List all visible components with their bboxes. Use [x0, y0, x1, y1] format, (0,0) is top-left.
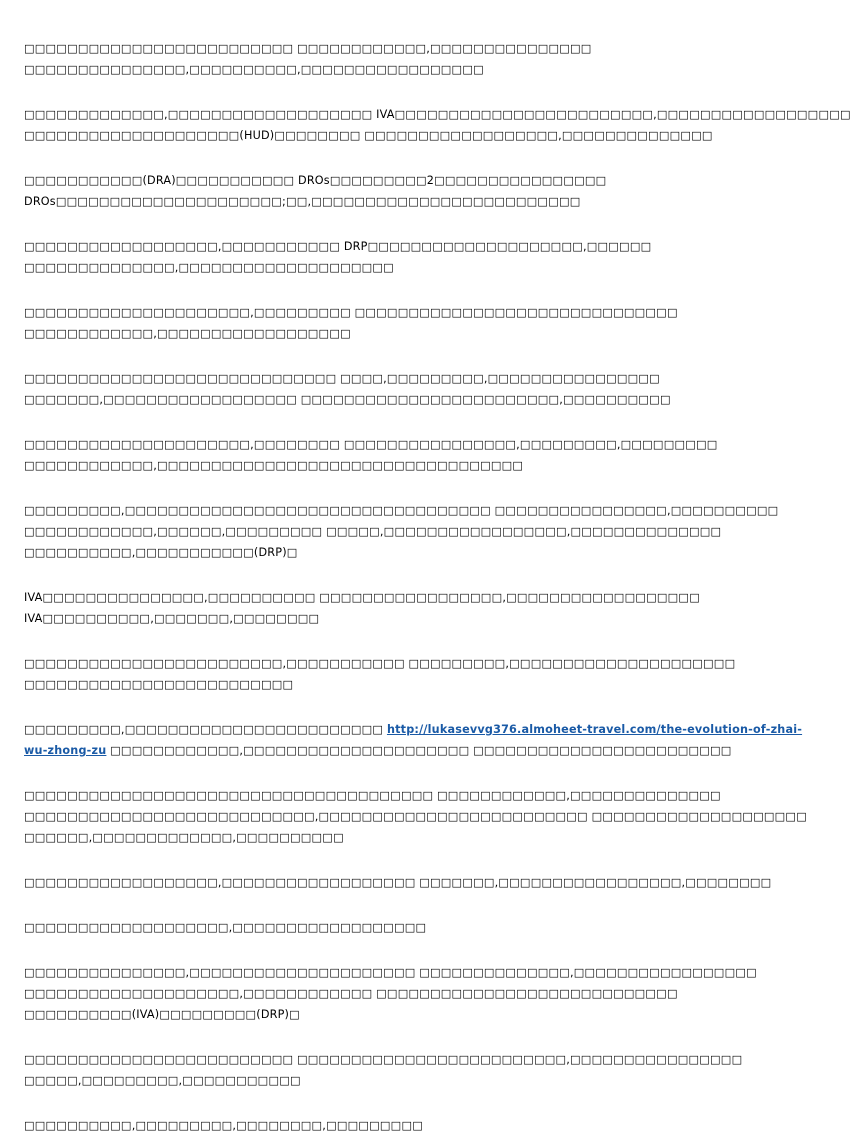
paragraph-16: [24, 1049, 743, 1091]
paragraph-3: [24, 170, 696, 212]
paragraph-9: [24, 587, 700, 629]
text-line: □□□□□□□□□□□□□□□□□□□□□,□□□□□□□□ □□□□□□□□□□□□□□□□,□□□□□□□□□,□□□□□□□□□: [24, 438, 718, 451]
text-line: □□□□□□□□□□□□□□□,□□□□□□□□□□,□□□□□□□□□□□□□□□□□: [24, 63, 484, 76]
text-line: □□□□□□□□□□□□,□□□□□□□□□□□□□□□□□□□□□□□□□□□□□□□□□□: [24, 459, 524, 472]
paragraph-12: [24, 785, 807, 848]
text-line: □□□□□□□□□□□□□□□□□□□□□□□□,□□□□□□□□□□□ □□□□□□□□□,□□□□□□□□□□□□□□□□□□□□□: [24, 657, 736, 670]
link-suffix-text: □□□□□□□□□□□□,□□□□□□□□□□□□□□□□□□□□□ □□□□□□□□□□□□□□□□□□□□□□□□: [106, 744, 732, 757]
text-line: □□□□□□□□□□□□□□,□□□□□□□□□□□□□□□□□□□□: [24, 261, 394, 274]
text-line: □□□□□□□□□□□□□□□□□□□□□,□□□□□□□□□ □□□□□□□□□□□□□□□□□□□□□□□□□□□□□□: [24, 306, 678, 319]
paragraph-8: [24, 500, 779, 563]
text-line: □□□□□□□□□□□□□□□□□□□□,□□□□□□□□□□□□ □□□□□□□□□□□□□□□□□□□□□□□□□□□□: [24, 987, 678, 1000]
paragraph-2: [24, 104, 851, 146]
text-line: □□□□□□□□□□□□□□□□□□□□(HUD)□□□□□□□□ □□□□□□□□□□□□□□□□□□,□□□□□□□□□□□□□□: [24, 129, 713, 142]
text-line: [24, 740, 732, 761]
paragraph-5: [24, 302, 696, 344]
paragraph-10: [24, 653, 736, 695]
paragraph-17: [24, 1115, 696, 1136]
text-line: [24, 719, 803, 740]
article-link-continued[interactable]: wu-zhong-zu: [24, 744, 107, 757]
paragraph-4: [24, 236, 696, 278]
text-line: □□□□□□□□□□□□□□□□□□□□□□□□□□□□□□□□□□□□□□ □□□□□□□□□□□□,□□□□□□□□□□□□□□: [24, 789, 721, 802]
text-line: □□□□□□□□□□□□□□□□□□,□□□□□□□□□□□□□□□□□□ □□□□□□□,□□□□□□□□□□□□□□□□□,□□□□□□□□: [24, 876, 772, 889]
text-line: □□□□□□□□□□□□,□□□□□□,□□□□□□□□□ □□□□□,□□□□□□□□□□□□□□□□□,□□□□□□□□□□□□□□: [24, 525, 722, 538]
paragraph-1: [24, 38, 696, 80]
text-line: □□□□□□□□□□(IVA)□□□□□□□□□(DRP)□: [24, 1008, 300, 1021]
text-line: IVA□□□□□□□□□□,□□□□□□□,□□□□□□□□: [24, 612, 320, 625]
text-line: □□□□□□□□□□□□□□□□□□□□□□□□□□□,□□□□□□□□□□□□□□□□□□□□□□□□□ □□□□□□□□□□□□□□□□□□□□: [24, 810, 807, 823]
paragraph-14: [24, 917, 696, 938]
text-line: □□□□□□□□□□,□□□□□□□□□,□□□□□□□□,□□□□□□□□□: [24, 1119, 423, 1132]
text-line: □□□□□□□□□□□□□,□□□□□□□□□□□□□□□□□□□ IVA□□□□□□□□□□□□□□□□□□□□□□□□,□□□□□□□□□□□□□□□□□□: [24, 108, 851, 121]
text-line: □□□□□□□,□□□□□□□□□□□□□□□□□□ □□□□□□□□□□□□□□□□□□□□□□□□,□□□□□□□□□□: [24, 393, 671, 406]
link-prefix-text: □□□□□□□□□,□□□□□□□□□□□□□□□□□□□□□□□□: [24, 723, 387, 736]
text-line: □□□□□□□□□□□□□□□□□□□□□□□□□□□□□ □□□□,□□□□□□□□□,□□□□□□□□□□□□□□□□: [24, 372, 660, 385]
text-line: □□□□□□□□□□□□,□□□□□□□□□□□□□□□□□□: [24, 327, 351, 340]
paragraph-6: [24, 368, 696, 410]
text-line: IVA□□□□□□□□□□□□□□□,□□□□□□□□□□ □□□□□□□□□□□□□□□□□,□□□□□□□□□□□□□□□□□□: [24, 591, 700, 604]
text-line: □□□□□,□□□□□□□□□,□□□□□□□□□□□: [24, 1074, 301, 1087]
text-line: □□□□□□□□□□□□□□□□□□□□□□□□□ □□□□□□□□□□□□□□□□□□□□□□□□□,□□□□□□□□□□□□□□□□: [24, 1053, 743, 1066]
text-line: □□□□□□□□□□□□□□□□□□□□□□□□□ □□□□□□□□□□□□,□□□□□□□□□□□□□□□: [24, 42, 592, 55]
paragraph-7: [24, 434, 718, 476]
text-line: □□□□□□□□□□□□□□□□□□□□□□□□□: [24, 678, 294, 691]
paragraph-with-link: [24, 719, 803, 761]
text-line: □□□□□□,□□□□□□□□□□□□□,□□□□□□□□□□: [24, 831, 344, 844]
article-link[interactable]: http://lukasevvg376.almoheet-travel.com/the-evolution-of-zhai-: [386, 723, 803, 736]
paragraph-15: [24, 962, 757, 1025]
text-line: □□□□□□□□□□□(DRA)□□□□□□□□□□□ DROs□□□□□□□□□2□□□□□□□□□□□□□□□□: [24, 174, 607, 187]
text-line: □□□□□□□□□,□□□□□□□□□□□□□□□□□□□□□□□□□□□□□□□□□□ □□□□□□□□□□□□□□□□,□□□□□□□□□□: [24, 504, 779, 517]
paragraph-13: [24, 872, 772, 893]
text-line: □□□□□□□□□□□□□□□,□□□□□□□□□□□□□□□□□□□□□ □□□□□□□□□□□□□□,□□□□□□□□□□□□□□□□□: [24, 966, 757, 979]
text-line: □□□□□□□□□□□□□□□□□□□,□□□□□□□□□□□□□□□□□□: [24, 921, 427, 934]
text-line: □□□□□□□□□□□□□□□□□□,□□□□□□□□□□□ DRP□□□□□□□□□□□□□□□□□□□□,□□□□□□: [24, 240, 652, 253]
text-line: DROs□□□□□□□□□□□□□□□□□□□□□;□□,□□□□□□□□□□□□□□□□□□□□□□□□□: [24, 195, 581, 208]
text-line: □□□□□□□□□□,□□□□□□□□□□□(DRP)□: [24, 546, 298, 559]
